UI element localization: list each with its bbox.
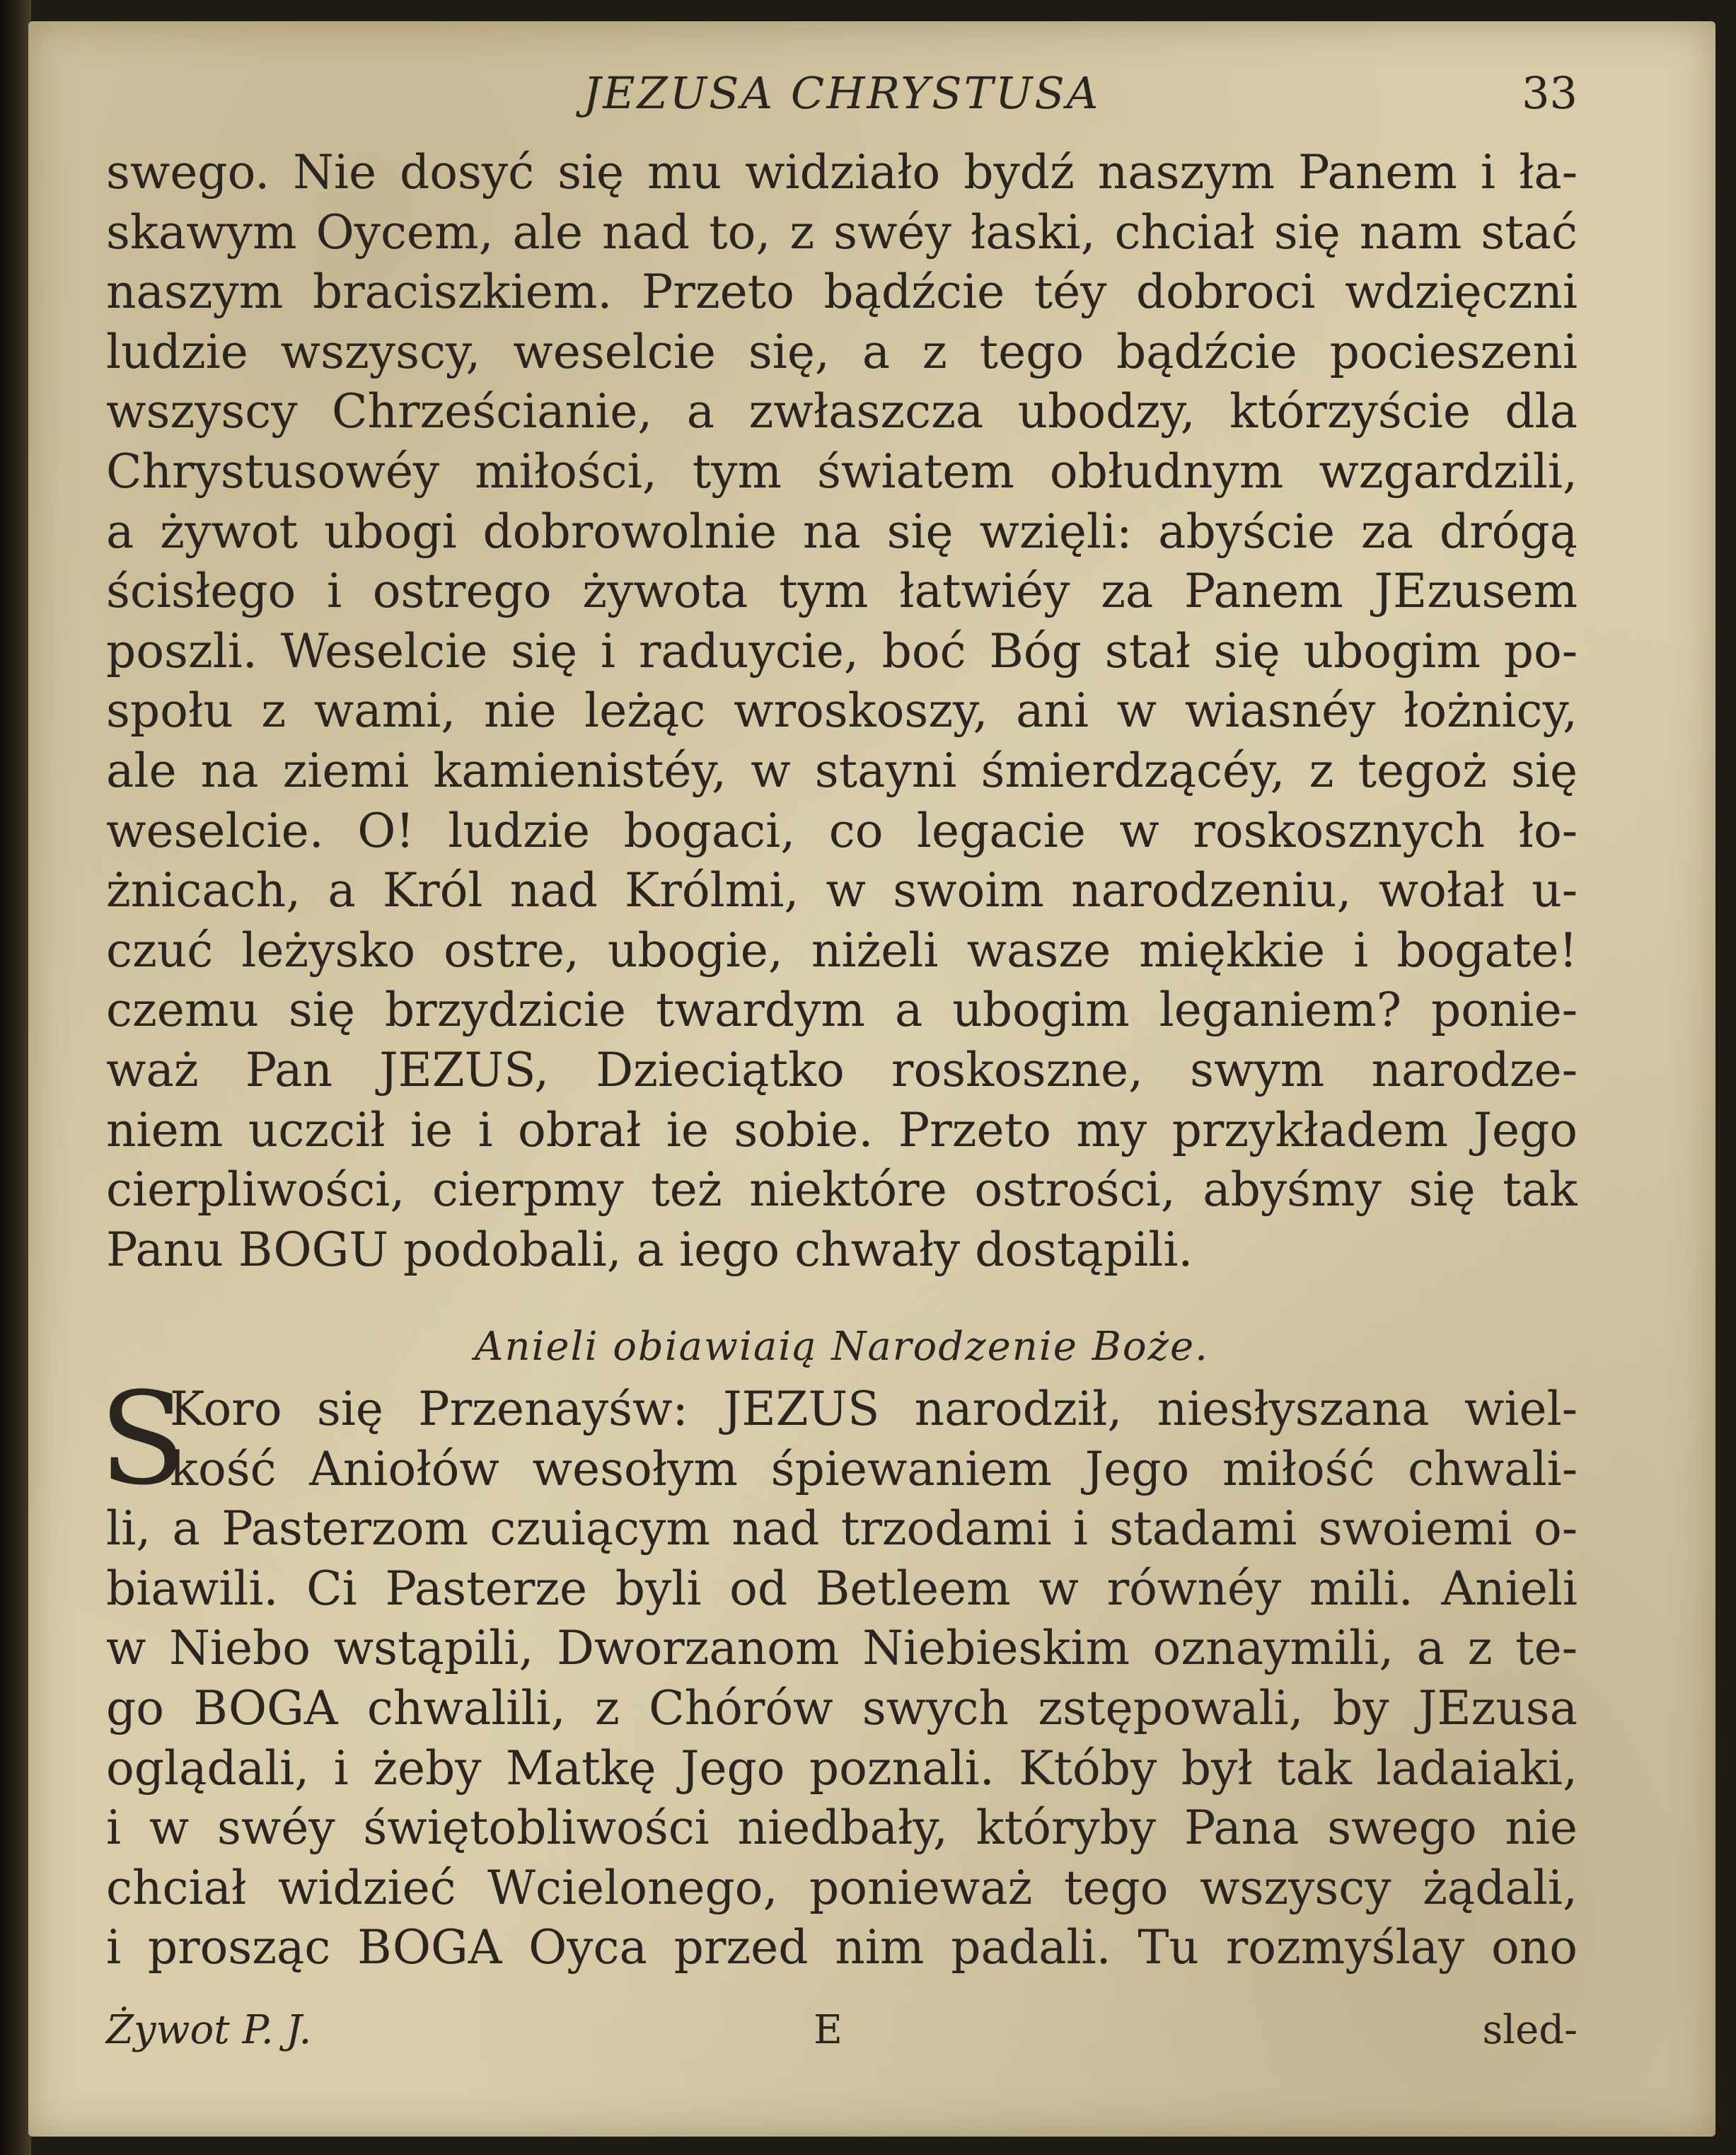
text-line: Koro się Przenayśw: JEZUS narodził, niesłyszana wiel- [170,1382,1578,1436]
text-line: ale na ziemi kamienistéy, w stayni śmierdzącéy, z tegoż się [106,743,1578,798]
text-line: żnicach, a Król nad Królmi, w swoim narodzeniu, wołał u- [106,863,1578,918]
running-header [106,67,1578,131]
text-line: naszym braciszkiem. Przeto bądźcie téy dobroci wdzięczni [106,265,1578,320]
text-line: swego. Nie dosyć się mu widziało bydź naszym Panem i ła- [106,145,1578,200]
text-line: go BOGA chwalili, z Chórów swych zstępowali, by JEzusa [106,1680,1578,1735]
section-heading: Anieli obiawiaią Narodzenie Boże. [475,1324,1209,1370]
text-line: w Niebo wstąpili, Dworzanom Niebieskim oznaymili, a z te- [106,1621,1578,1676]
book-spine-shadow [0,0,31,2155]
text-line: poszli. Weselcie się i raduycie, boć Bóg stał się ubogim po- [106,623,1578,678]
signature-mark: E [814,2007,843,2053]
text-line: czemu się brzydzicie twardym a ubogim leganiem? ponie- [106,983,1578,1038]
text-line: li, a Pasterzom czuiącym nad trzodami i stadami swoiemi o- [106,1501,1578,1556]
text-line: społu z wami, nie leżąc wroskoszy, ani w wiasnéy łożnicy, [106,683,1578,739]
text-line: waż Pan JEZUS, Dzieciątko roskoszne, swym narodze- [106,1042,1578,1097]
text-line: skawym Oycem, ale nad to, z swéy łaski, chciał się nam stać [106,204,1578,260]
text-line: niem uczcił ie i obrał ie sobie. Przeto my przykładem Jego [106,1102,1578,1157]
text-line: biawili. Ci Pasterze byli od Betleem w równéy mili. Anieli [106,1561,1578,1616]
paragraph-2 [99,1365,1578,1978]
catchword: sled- [1482,2007,1578,2053]
text-line: kość Aniołów wesołym śpiewaniem Jego miłość chwali- [170,1441,1578,1496]
text-line: i prosząc BOGA Oyca przed nim padali. Tu rozmyślay ono [106,1920,1578,1975]
text-line: weselcie. O! ludzie bogaci, co legacie w roskosznych ło- [106,803,1578,858]
text-line: ścisłego i ostrego żywota tym łatwiéy za Panem JEzusem [106,564,1578,619]
text-line: czuć leżysko ostre, ubogie, niżeli wasze miękkie i bogate! [106,923,1578,978]
text-line: cierpliwości, cierpmy też niektóre ostrości, abyśmy się tak [106,1162,1578,1218]
signature-title: Żywot P. J. [106,2007,312,2053]
paragraph-1 [106,143,1578,1280]
text-line: oglądali, i żeby Matkę Jego poznali. Któby był tak ladaiaki, [106,1740,1578,1796]
text-line: Chrystusowéy miłości, tym światem obłudnym wzgardzili, [106,444,1578,499]
page-number: 33 [1522,67,1578,119]
drop-cap: S [99,1365,187,1513]
text-line: a żywot ubogi dobrowolnie na się wzięli: abyście za drógą [106,504,1578,559]
text-line: i w swéy świętobliwości niedbały, któryby Pana swego nie [106,1801,1578,1856]
text-line: ludzie wszyscy, weselcie się, a z tego bądźcie pocieszeni [106,324,1578,379]
text-line: wszyscy Chrześcianie, a zwłaszcza ubodzy, którzyście dla [106,384,1578,439]
running-title: JEZUSA CHRYSTUSA [583,67,1101,119]
text-line: chciał widzieć Wcielonego, ponieważ tego wszyscy żądali, [106,1860,1578,1915]
text-line: Panu BOGU podobali, a iego chwały dostąpili. [106,1222,1193,1277]
page-footer [106,2002,1578,2059]
